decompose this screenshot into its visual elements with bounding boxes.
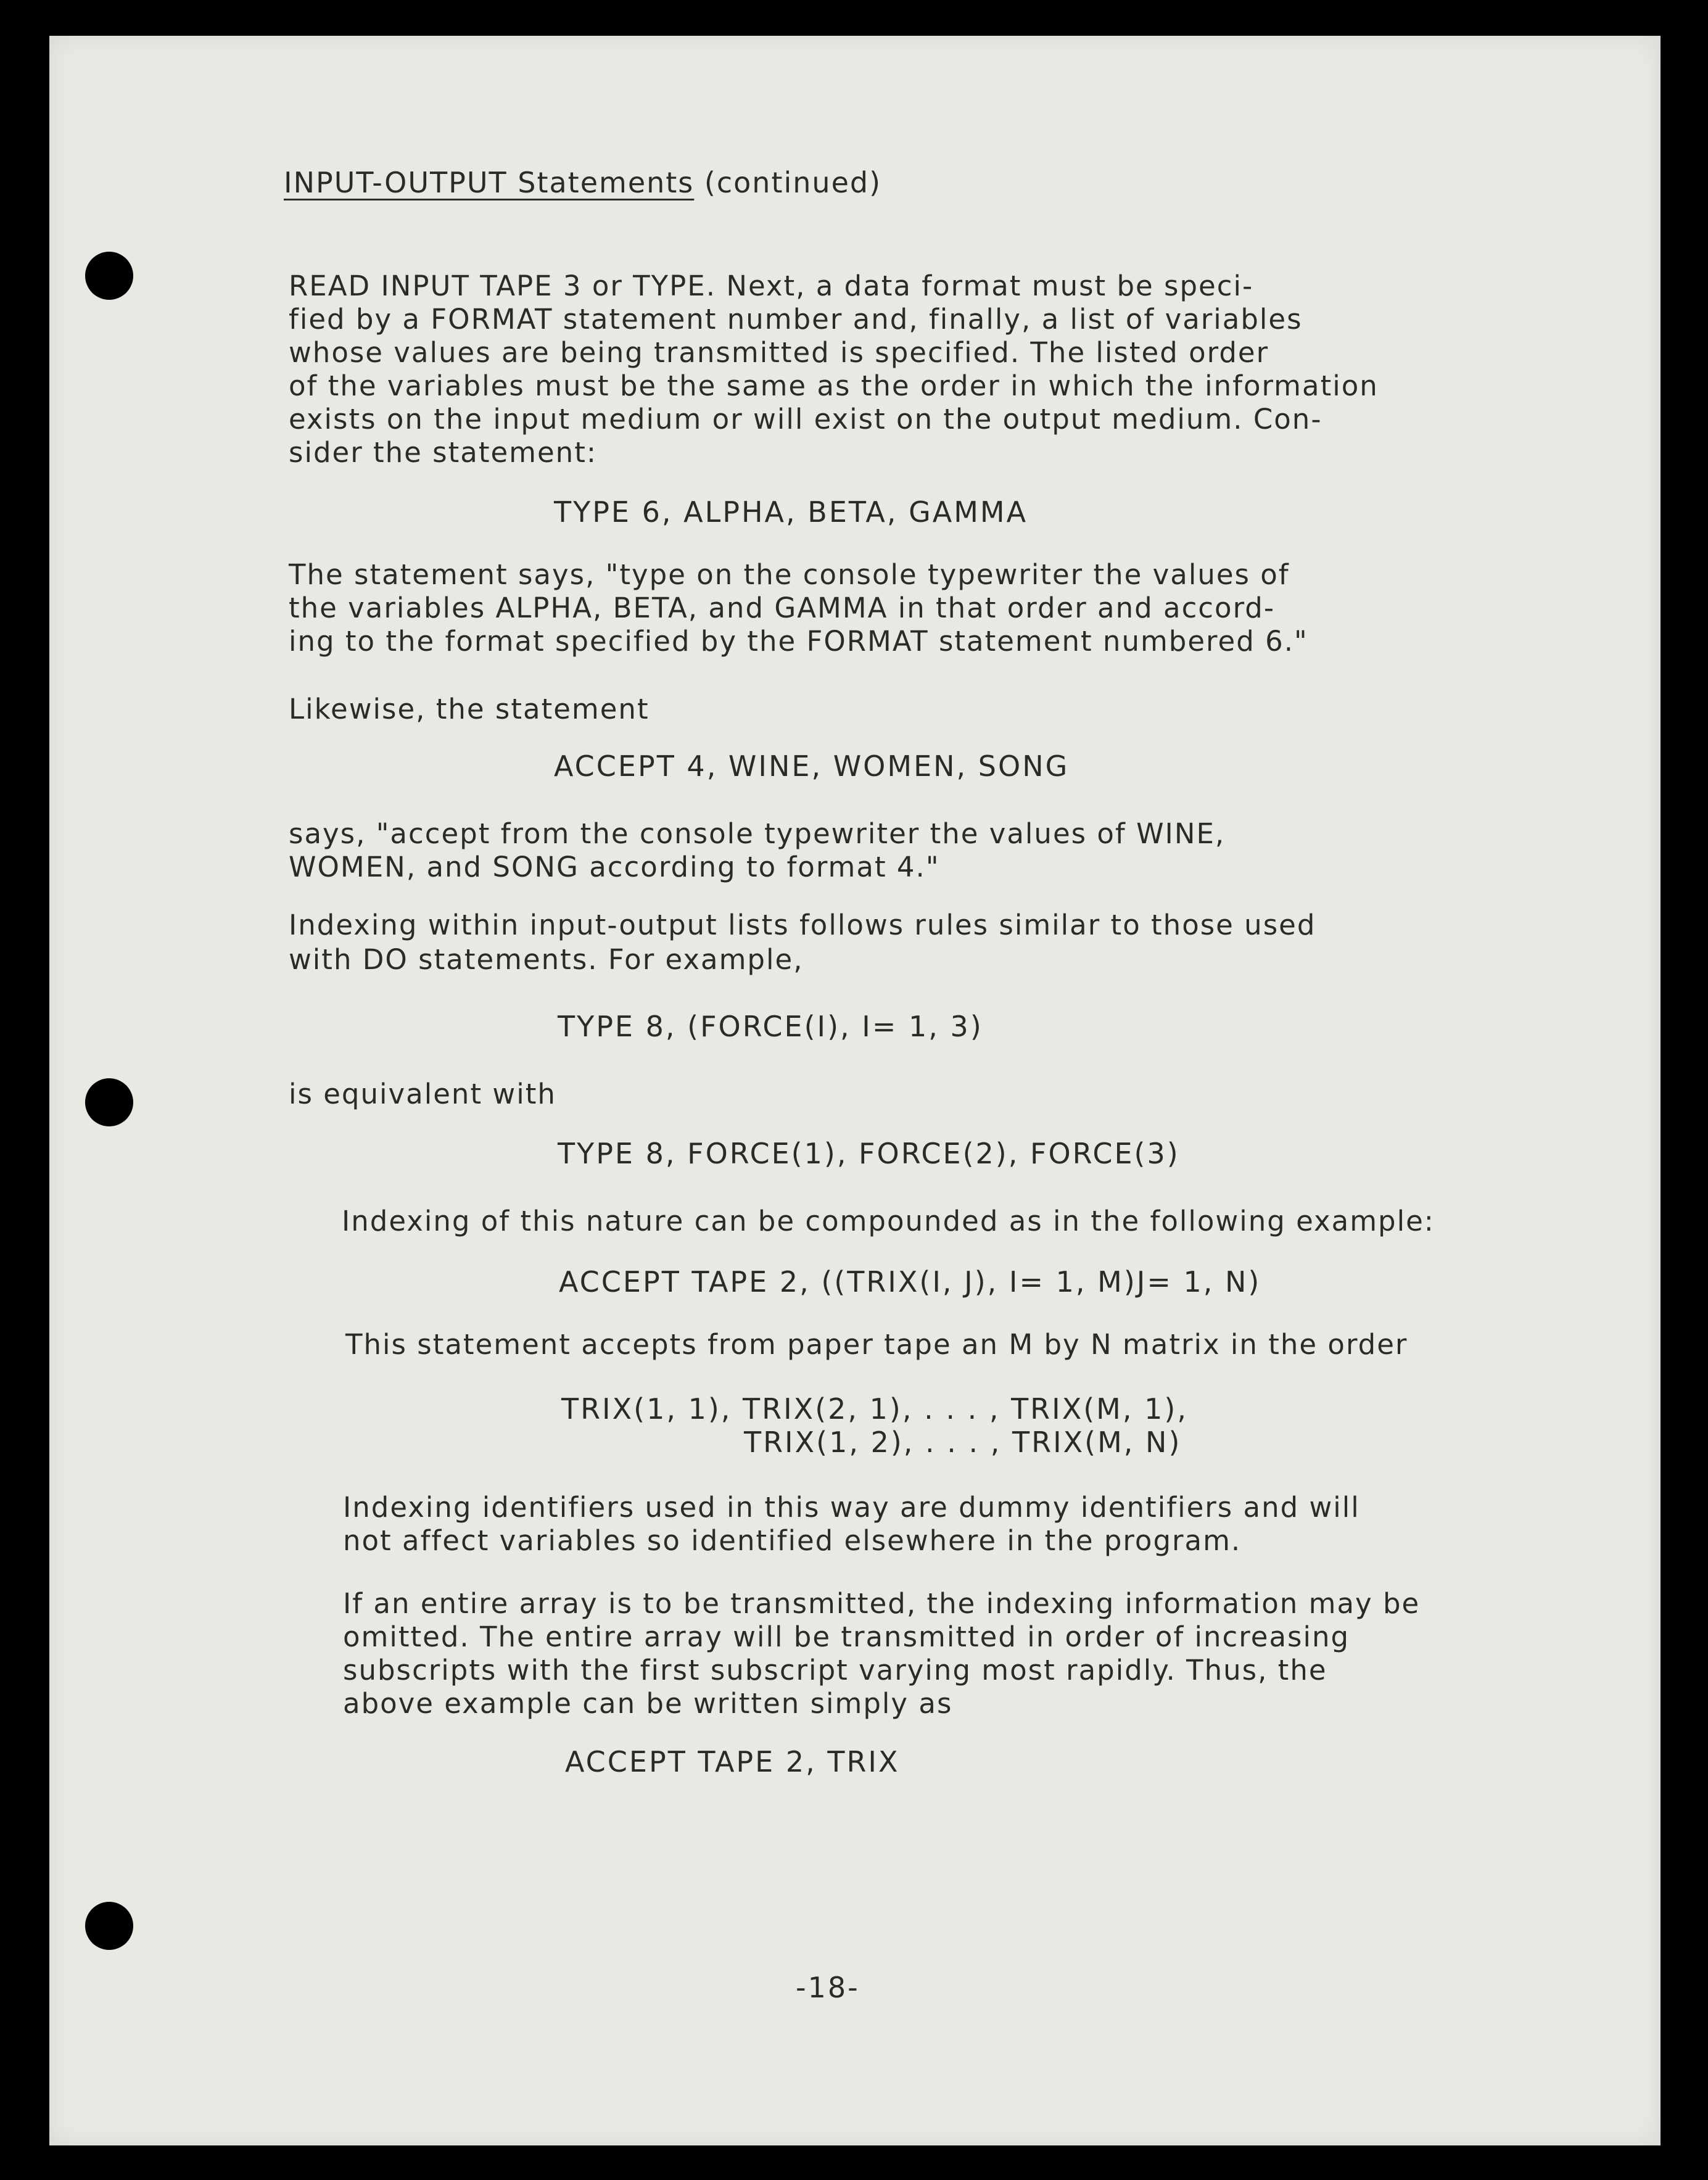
paragraph-line: Indexing identifiers used in this way are dummy identifiers and will [343,1491,1360,1524]
code-statement: ACCEPT TAPE 2, TRIX [565,1745,900,1778]
paragraph-line: Indexing of this nature can be compounded as in the following example: [342,1205,1435,1237]
paragraph-line: sider the statement: [289,436,597,469]
punch-hole [85,252,133,300]
paragraph-line: Likewise, the statement [289,693,650,725]
paragraph-line: above example can be written simply as [343,1687,953,1720]
paragraph-line: This statement accepts from paper tape an M by N matrix in the order [345,1328,1408,1361]
paragraph-line: with DO statements. For example, [289,943,804,976]
paragraph-line: ing to the format specified by the FORMAT statement numbered 6." [289,625,1308,658]
page-number: -18- [796,1971,860,2004]
code-statement: TRIX(1, 1), TRIX(2, 1), . . . , TRIX(M, 1), [561,1392,1188,1426]
code-statement: ACCEPT TAPE 2, ((TRIX(I, J), I= 1, M)J= 1, N) [559,1265,1261,1299]
section-heading-suffix: (continued) [704,166,882,199]
paragraph-line: whose values are being transmitted is specified. The listed order [289,336,1269,369]
paragraph-line: of the variables must be the same as the order in which the information [289,370,1379,402]
paragraph-line: subscripts with the first subscript varying most rapidly. Thus, the [343,1654,1327,1687]
paragraph-line: Indexing within input-output lists follows rules similar to those used [289,909,1316,941]
paragraph-line: not affect variables so identified elsewhere in the program. [343,1524,1242,1557]
code-statement: TYPE 8, (FORCE(I), I= 1, 3) [558,1010,983,1043]
code-statement: ACCEPT 4, WINE, WOMEN, SONG [554,749,1070,783]
paragraph-line: is equivalent with [289,1078,556,1110]
code-statement: TYPE 8, FORCE(1), FORCE(2), FORCE(3) [558,1137,1180,1170]
code-statement: TRIX(1, 2), . . . , TRIX(M, N) [744,1426,1182,1459]
paragraph-line: omitted. The entire array will be transmitted in order of increasing [343,1621,1350,1653]
punch-hole [85,1078,133,1126]
paragraph-line: The statement says, "type on the console typewriter the values of [289,558,1290,591]
paragraph-line: the variables ALPHA, BETA, and GAMMA in that order and accord- [289,592,1276,624]
paragraph-line: fied by a FORMAT statement number and, finally, a list of variables [289,303,1303,336]
paragraph-line: READ INPUT TAPE 3 or TYPE. Next, a data format must be speci- [289,270,1254,302]
paragraph-line: WOMEN, and SONG according to format 4." [289,851,940,883]
punch-hole [85,1902,133,1950]
section-heading-title: INPUT-OUTPUT Statements [284,166,695,199]
section-heading [284,167,881,199]
paragraph-line: If an entire array is to be transmitted, the indexing information may be [343,1587,1421,1620]
paragraph-line: exists on the input medium or will exist on the output medium. Con- [289,403,1322,436]
paragraph-line: says, "accept from the console typewriter the values of WINE, [289,817,1226,850]
code-statement: TYPE 6, ALPHA, BETA, GAMMA [554,495,1028,529]
